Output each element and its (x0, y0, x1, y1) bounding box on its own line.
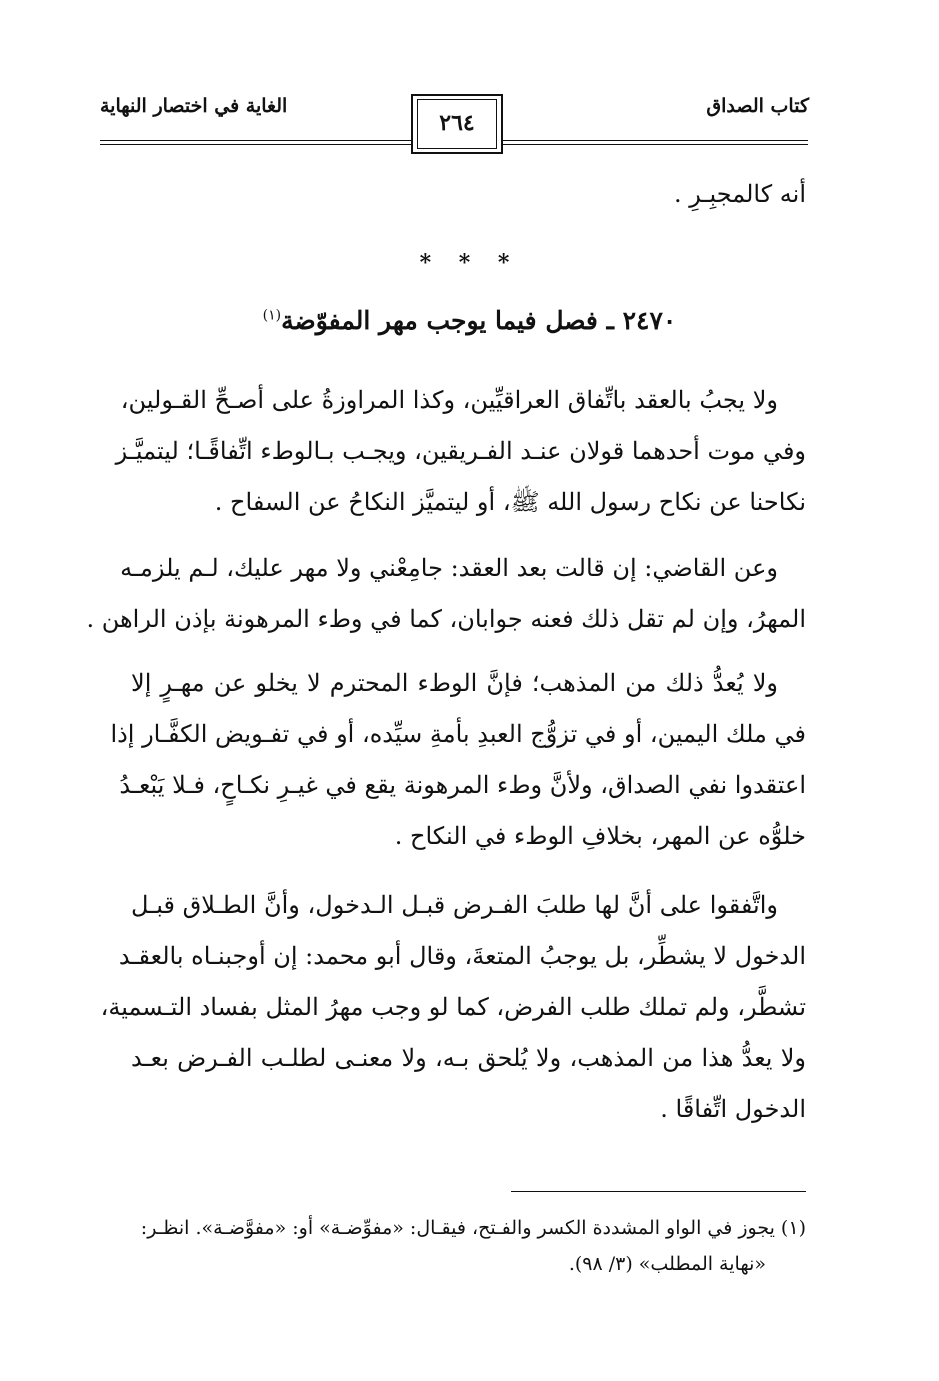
paragraph-line: اعتقدوا نفي الصداق، ولأنَّ وطء المرهونة يقع في غيـرِ نكـاحٍ، فـلا يَبْعـدُ (119, 771, 806, 799)
paragraph-line: الدخول لا يشطِّر، بل يوجبُ المتعةَ، وقال أبو محمد: إن أوجبنـاه بالعقـد (118, 942, 806, 970)
continuation-line: أنه كالمجبِـرِ . (673, 180, 806, 208)
paragraph-line: في ملك اليمين، أو في تزوُّج العبدِ بأمةِ سيِّده، أو في تفـويض الكفَّـار إذا (110, 720, 806, 748)
paragraph-2 (86, 543, 806, 645)
paragraph-line: تشطَّر، ولم تملك طلب الفرض، كما لو وجب مهرُ المثل بفساد التـسمية، (100, 993, 806, 1021)
paragraph-line: وفي موت أحدهما قولان عنـد الفـريقين، ويجـب بـالوطء اتِّفاقًـا؛ ليتميَّـز (115, 437, 806, 465)
paragraph-line: وعن القاضي: إن قالت بعد العقد: جامِعْني ولا مهر عليك، لـم يلزمـه (120, 554, 778, 582)
paragraph-line: واتَّفقوا على أنَّ لها طلبَ الفـرض قبـل الـدخول، وأنَّ الطـلاق قبـل (131, 891, 778, 919)
footnote-ref[interactable]: (١) (262, 307, 282, 324)
paragraph-line: خلوُّه عن المهر، بخلافِ الوطء في النكاح . (394, 822, 806, 850)
paragraph-line: ولا يعدُّ هذا من المذهب، ولا يُلحق بـه، ولا معنـى لطلـب الفـرض بعـد (131, 1044, 806, 1072)
paragraph-line: ولا يُعدُّ ذلك من المذهب؛ فإنَّ الوطء المحترم لا يخلو عن مهـرٍ إلا (131, 669, 778, 697)
paragraph-4 (100, 880, 806, 1135)
book-title: الغاية في اختصار النهاية (100, 95, 288, 117)
paragraph-1 (115, 375, 806, 528)
section-title-text: ٢٤٧٠ ـ فصل فيما يوجب مهر المفوّضة (281, 306, 677, 335)
footnote (131, 1210, 806, 1282)
page-number: ٢٦٤ (439, 110, 475, 136)
paragraph-line: نكاحنا عن نكاح رسول الله ﷺ، أو ليتميَّز النكاحُ عن السفاح . (214, 488, 806, 516)
paragraph-line: المهرُ، وإن لم تقل ذلك فعنه جوابان، كما في وطء المرهونة بإذن الراهن . (86, 605, 806, 633)
footnote-line: «نهاية المطلب» (٣/ ٩٨). (568, 1253, 766, 1275)
paragraph-line: ولا يجبُ بالعقد باتِّفاق العراقيِّين، وكذا المراوزةُ على أصـحِّ القـولين، (120, 386, 778, 414)
section-separator: * * * (419, 250, 520, 276)
section-title (0, 306, 939, 335)
chapter-title: كتاب الصداق (706, 95, 809, 117)
footnote-line: (١) يجوز في الواو المشددة الكسر والفـتح، فيقـال: «مفوِّضـة» أو: «مفوَّضـة». انظـر: (140, 1217, 806, 1239)
page-number-frame (411, 94, 503, 154)
footnote-rule (511, 1191, 806, 1192)
paragraph-line: الدخول اتِّفاقًا . (660, 1095, 806, 1123)
paragraph-3 (110, 658, 806, 862)
